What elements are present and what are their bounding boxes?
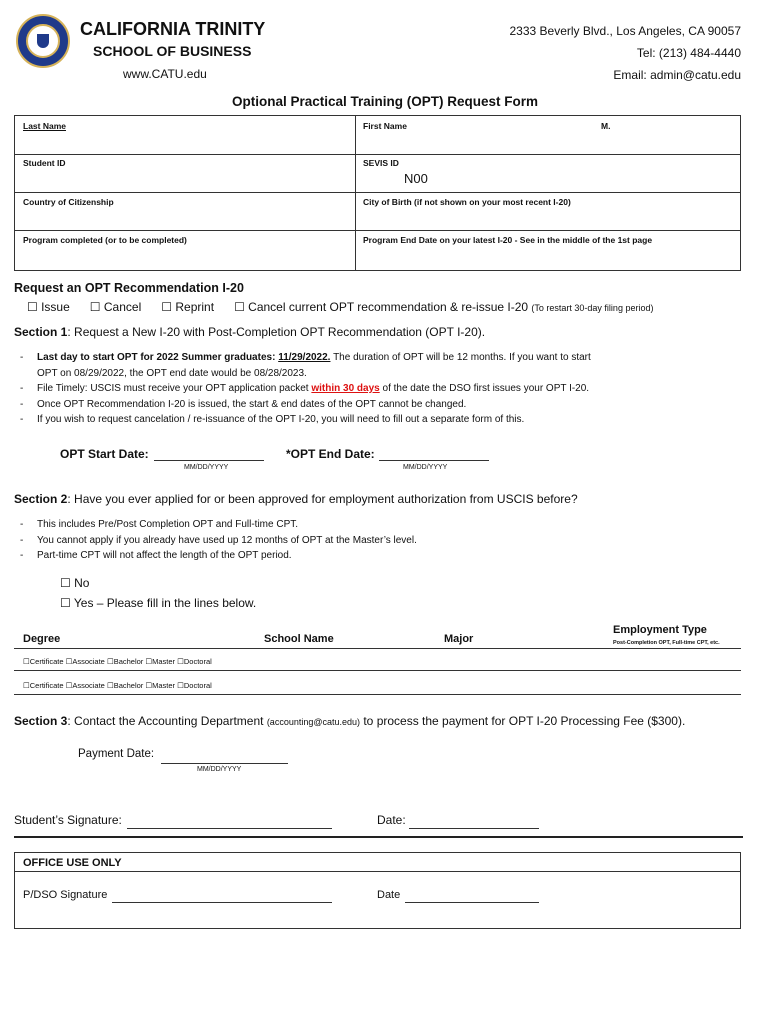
pdso-signature-label: P/DSO Signature: [23, 889, 108, 901]
pdso-signature-field[interactable]: [112, 890, 332, 903]
payment-date-field[interactable]: [161, 750, 288, 764]
opt-start-date-label: OPT Start Date:: [60, 447, 149, 461]
payment-date-hint: MM/DD/YYYY: [197, 766, 242, 773]
col-degree: Degree: [23, 633, 61, 645]
website: www.CATU.edu: [123, 67, 207, 81]
degree-row-2-line[interactable]: [14, 694, 741, 695]
section2-bullets: - This includes Pre/Post Completion OPT and Full-time CPT. - You cannot apply if you already have used up 12 months of OPT at the Master’s level. - Part-time CPT will not affect the length of the OPT period.: [20, 519, 417, 561]
student-signature-label: Student’s Signature:: [14, 813, 122, 827]
school-name-line2: SCHOOL OF BUSINESS: [93, 43, 252, 59]
degree-row-2[interactable]: ☐Certificate ☐Associate ☐Bachelor ☐Master ☐Doctoral: [23, 681, 212, 690]
employment-type-hint: Post-Completion OPT, Full-time CPT, etc.: [613, 640, 720, 646]
section1-bullets: - Last day to start OPT for 2022 Summer graduates: 11/29/2022. The duration of OPT will be 12 months. If you want to start OPT on 08/29/2022, the OPT end date would be 08/28/2023. - File Timely: USCIS must receive your OPT application packet within 30 days of the date the DSO first issues your OPT I-20. - Once OPT Recommendation I-20 is issued, the start & end dates of the OPT cannot be changed. - If you wish to request cancelation / re-issuance of the OPT I-20, you will need to fill out a separate form of this.: [20, 352, 591, 425]
last-name-label[interactable]: Last Name: [23, 121, 66, 131]
opt-start-date-field[interactable]: [154, 447, 264, 461]
checkbox-no[interactable]: ☐ No: [60, 576, 90, 590]
office-date-field[interactable]: [405, 890, 539, 903]
checkbox-cancel-reissue[interactable]: ☐ Cancel current OPT recommendation & re-issue I-20: [234, 300, 529, 314]
program-label[interactable]: Program completed (or to be completed): [23, 235, 187, 245]
end-date-hint: MM/DD/YYYY: [403, 464, 448, 471]
sevis-id-label[interactable]: SEVIS ID: [363, 158, 399, 168]
table-divider: [355, 115, 356, 271]
program-end-label[interactable]: Program End Date on your latest I-20 - See in the middle of the 1st page: [363, 235, 653, 245]
student-signature-field[interactable]: [127, 815, 332, 829]
request-title: Request an OPT Recommendation I-20: [14, 281, 244, 295]
email: Email: admin@catu.edu: [613, 68, 741, 82]
opt-end-date-label: *OPT End Date:: [286, 447, 375, 461]
payment-date-label: Payment Date:: [78, 748, 155, 760]
office-date-label: Date: [377, 889, 401, 901]
opt-end-date-field[interactable]: [379, 447, 489, 461]
school-seal-logo: [16, 14, 70, 68]
degree-row-1[interactable]: ☐Certificate ☐Associate ☐Bachelor ☐Master ☐Doctoral: [23, 657, 212, 666]
checkbox-cancel[interactable]: ☐ Cancel: [89, 300, 142, 314]
middle-initial-label[interactable]: M.: [601, 121, 611, 131]
office-use-title: OFFICE USE ONLY: [23, 857, 122, 869]
country-label[interactable]: Country of Citizenship: [23, 197, 114, 207]
section2-heading: Section 2: Have you ever applied for or been approved for employment authorization from USCIS before?: [14, 492, 578, 506]
thick-divider: [14, 836, 743, 838]
checkbox-yes[interactable]: ☐ Yes – Please fill in the lines below.: [60, 596, 257, 610]
checkbox-issue[interactable]: ☐ Issue: [27, 300, 70, 314]
address: 2333 Beverly Blvd., Los Angeles, CA 90057: [509, 24, 741, 38]
col-school-name: School Name: [264, 633, 334, 645]
student-info-table: [14, 115, 741, 271]
degree-row-1-line[interactable]: [14, 670, 741, 671]
col-major: Major: [444, 633, 474, 645]
sevis-prefix: N00: [404, 171, 428, 186]
city-of-birth-label[interactable]: City of Birth (if not shown on your most recent I-20): [363, 197, 571, 207]
checkbox-reprint[interactable]: ☐ Reprint: [161, 300, 215, 314]
col-employment-type: Employment Type: [613, 624, 707, 636]
school-name-line1: CALIFORNIA TRINITY: [80, 19, 266, 39]
signature-date-label: Date:: [377, 813, 406, 827]
first-name-label[interactable]: First Name: [363, 121, 407, 131]
telephone: Tel: (213) 484-4440: [636, 46, 741, 60]
request-note: (To restart 30-day filing period): [531, 303, 654, 313]
start-date-hint: MM/DD/YYYY: [184, 464, 229, 471]
request-options: [27, 300, 653, 314]
section1-heading: Section 1: Request a New I-20 with Post-Completion OPT Recommendation (OPT I-20).: [14, 325, 486, 339]
student-id-label[interactable]: Student ID: [23, 158, 66, 168]
section3-heading: Section 3: Contact the Accounting Department (accounting@catu.edu) to process the payment for OPT I-20 Processing Fee ($300).: [14, 714, 686, 728]
form-title: Optional Practical Training (OPT) Request Form: [231, 94, 539, 109]
signature-date-field[interactable]: [409, 815, 539, 829]
